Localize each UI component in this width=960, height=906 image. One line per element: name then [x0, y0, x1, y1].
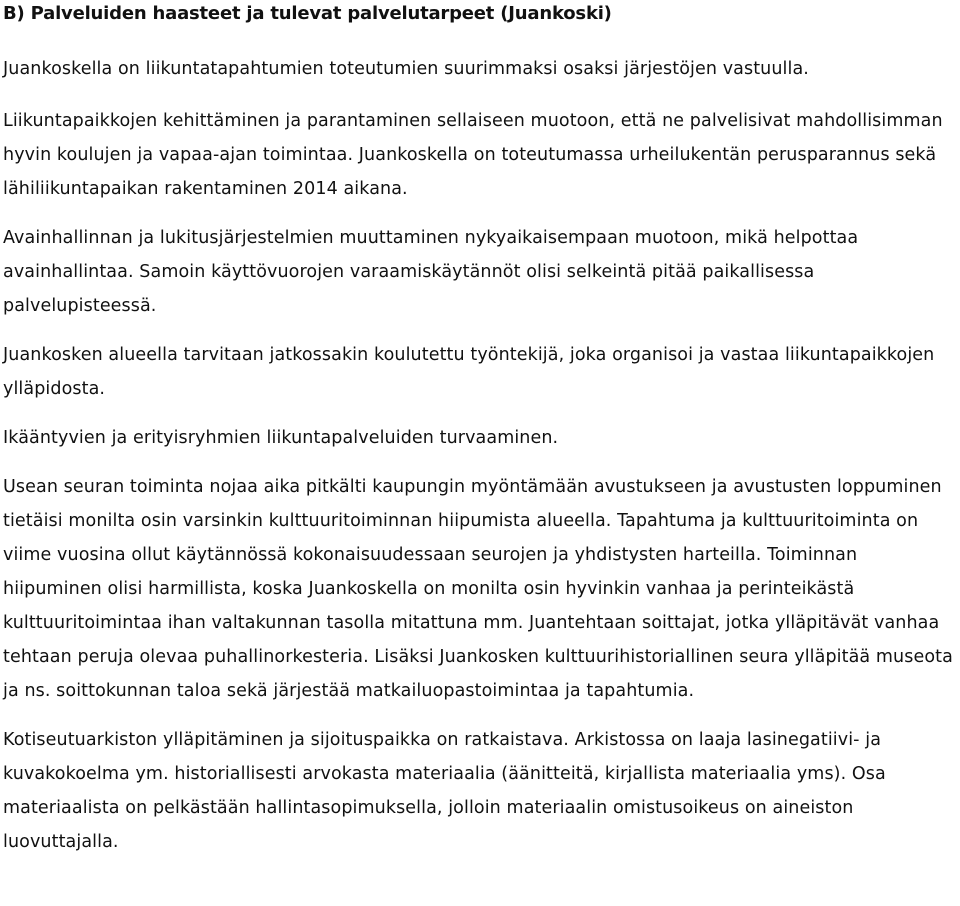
paragraph-staff: Juankosken alueella tarvitaan jatkossakin koulutettu työntekijä, joka organisoi ja vastaa liikuntapaikkojen ylläpidosta. — [3, 345, 935, 399]
paragraph-archive: Kotiseutuarkiston ylläpitäminen ja sijoituspaikka on ratkaistava. Arkistossa on laaja lasinegatiivi- ja kuvakokoelma ym. historiallisesti arvokasta materiaalia (äänitteitä, kirjallista materiaalia yms). Osa materiaalista on pelkästään hallintasopimuksella, jolloin materiaalin omistusoikeus on aineiston luovuttajalla. — [3, 730, 886, 852]
paragraph-key-management: Avainhallinnan ja lukitusjärjestelmien muuttaminen nykyaikaisempaan muotoon, mikä helpottaa avainhallintaa. Samoin käyttövuorojen varaamiskäytännöt olisi selkeintä pitää paikallisessa palvelupisteessä. — [3, 228, 859, 316]
paragraph-facilities: Liikuntapaikkojen kehittäminen ja parantaminen sellaiseen muotoon, että ne palvelisivat mahdollisimman hyvin koulujen ja vapaa-ajan toimintaa. Juankoskella on toteutumassa urheilukentän perusparannus sekä lähiliikuntapaikan rakentaminen 2014 aikana. — [3, 111, 943, 199]
section-heading: B) Palveluiden haasteet ja tulevat palvelutarpeet (Juankoski) — [3, 3, 612, 24]
document-page — [3, 0, 953, 859]
paragraph-organizers: Juankoskella on liikuntatapahtumien toteutumien suurimmaksi osaksi järjestöjen vastuulla. — [3, 59, 809, 79]
paragraph-elderly: Ikääntyvien ja erityisryhmien liikuntapalveluiden turvaaminen. — [3, 428, 559, 448]
paragraph-culture: Usean seuran toiminta nojaa aika pitkälti kaupungin myöntämään avustukseen ja avustusten loppuminen tietäisi monilta osin varsinkin kulttuuritoiminnan hiipumista alueella. Tapahtuma ja kulttuuritoiminta on viime vuosina ollut käytännössä kokonaisuudessaan seurojen ja yhdistysten harteilla. Toiminnan hiipuminen olisi harmillista, koska Juankoskella on monilta osin hyvinkin vanhaa ja perinteikästä kulttuuritoimintaa ihan valtakunnan tasolla mitattuna mm. Juantehtaan soittajat, jotka ylläpitävät vanhaa tehtaan peruja olevaa puhallinorkesteria. Lisäksi Juankosken kulttuurihistoriallinen seura ylläpitää museota ja ns. soittokunnan taloa sekä järjestää matkailuopastoimintaa ja tapahtumia. — [3, 477, 953, 701]
